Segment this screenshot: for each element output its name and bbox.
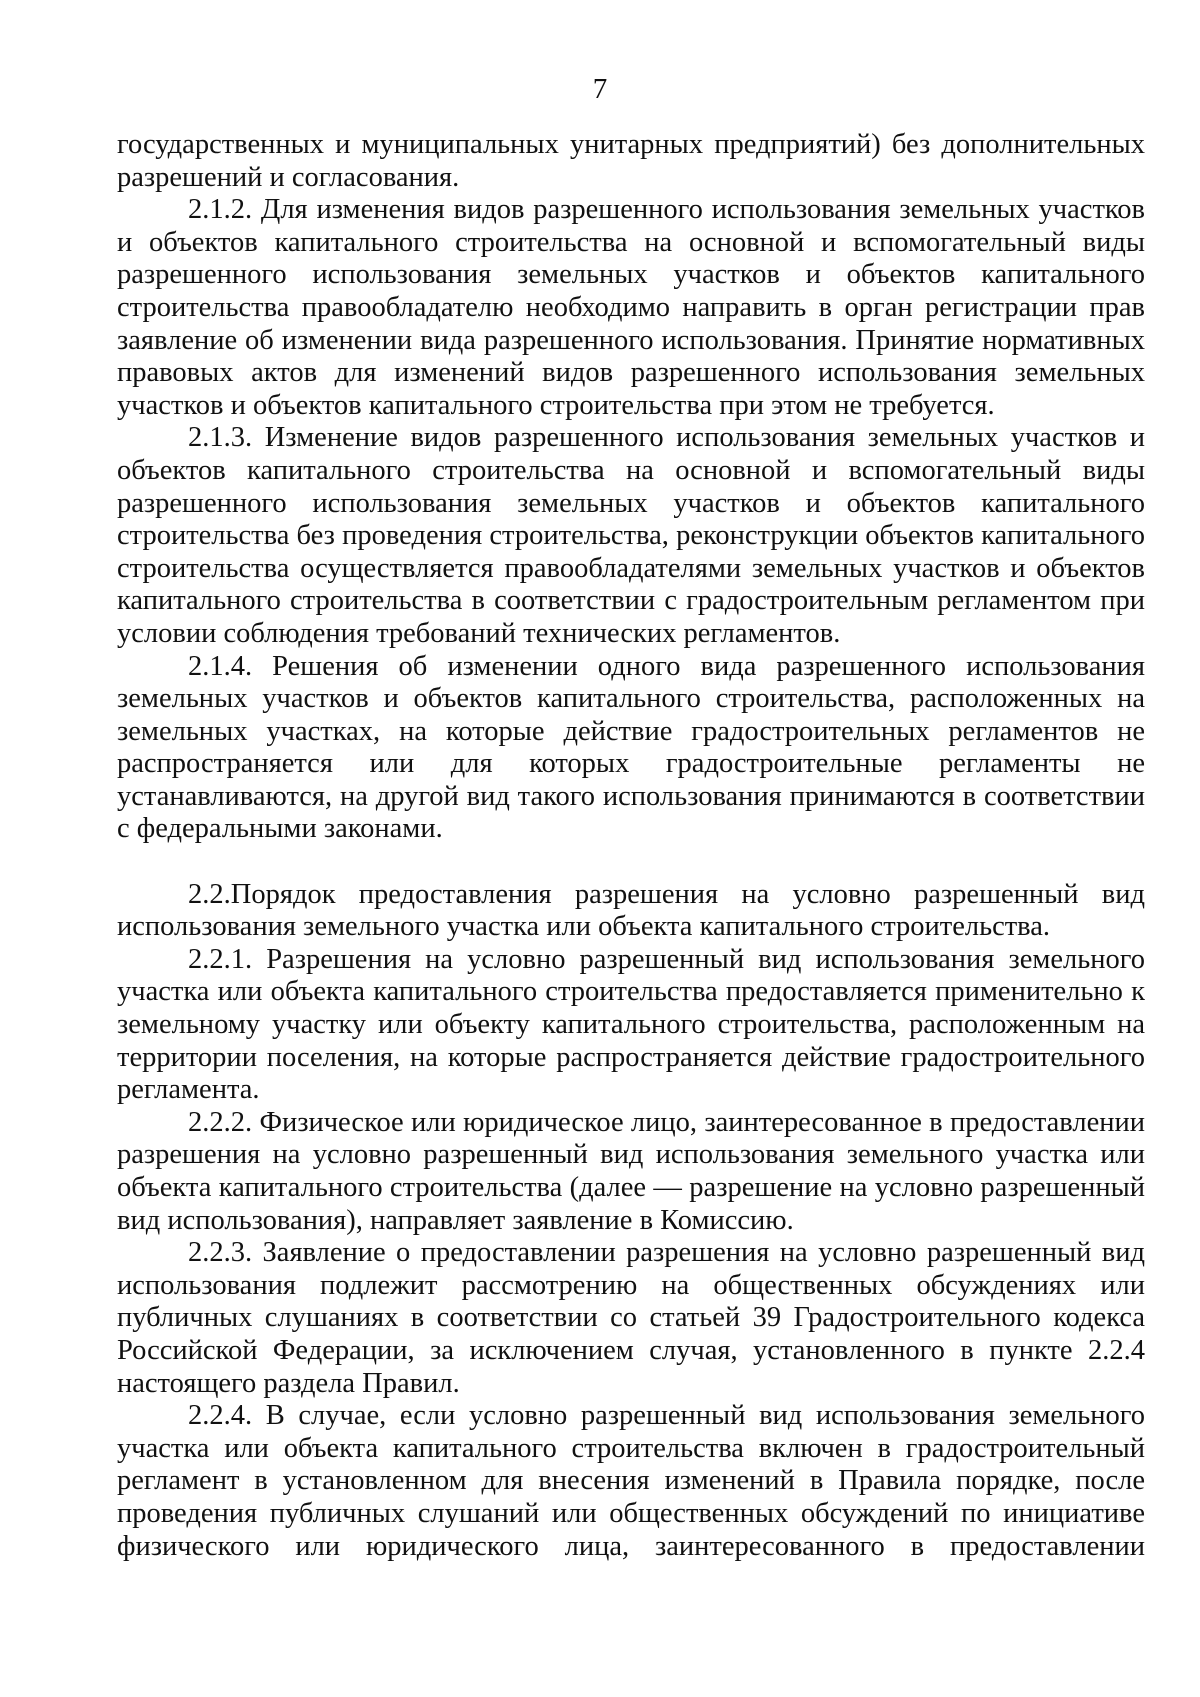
paragraph-2-1-3: 2.1.3. Изменение видов разрешенного использования земельных участков и объектов капитального строительства на основной и вспомогательный виды разрешенного использования земельных участков и объектов капитального строительства без проведения строительства, реконструкции объектов капитального строительства осуществляется правообладателями земельных участков и объектов капитального строительства в соответствии с градостроительным регламентом при условии соблюдения требований технических регламентов.: [117, 422, 1145, 649]
paragraph-2-1-4: 2.1.4. Решения об изменении одного вида разрешенного использования земельных участков и объектов капитального строительства, расположенных на земельных участках, на которые действие градостроительных регламентов не распространяется или для которых градостроительные регламенты не устанавливаются, на другой вид такого использования принимаются в соответствии с федеральными законами.: [117, 650, 1145, 845]
section-heading-2-2: 2.2.Порядок предоставления разрешения на условно разрешенный вид использования земельного участка или объекта капитального строительства.: [117, 878, 1145, 943]
paragraph-2-2-2: 2.2.2. Физическое или юридическое лицо, заинтересованное в предоставлении разрешения на условно разрешенный вид использования земельного участка или объекта капитального строительства (далее — разрешение на условно разрешенный вид использования), направляет заявление в Комиссию.: [117, 1106, 1145, 1236]
paragraph-2-2-1: 2.2.1. Разрешения на условно разрешенный вид использования земельного участка или объекта капитального строительства предоставляется применительно к земельному участку или объекту капитального строительства, расположенным на территории поселения, на которые распространяется действие градостроительного регламента.: [117, 943, 1145, 1106]
paragraph-continuation: государственных и муниципальных унитарных предприятий) без дополнительных разрешений и согласования.: [117, 129, 1145, 193]
paragraph-2-1-2: 2.1.2. Для изменения видов разрешенного использования земельных участков и объектов капитального строительства на основной и вспомогательный виды разрешенного использования земельных участков и объектов капитального строительства правообладателю необходимо направить в орган регистрации прав заявление об изменении вида разрешенного использования. Принятие нормативных правовых актов для изменений видов разрешенного использования земельных участков и объектов капитального строительства при этом не требуется.: [117, 194, 1145, 421]
paragraph-2-2-4: 2.2.4. В случае, если условно разрешенный вид использования земельного участка или объекта капитального строительства включен в градостроительный регламент в установленном для внесения изменений в Правила порядке, после проведения публичных слушаний или общественных обсуждений по инициативе физического или юридического лица, заинтересованного в предоставлении: [117, 1400, 1145, 1562]
document-body: [117, 129, 1145, 1563]
page-number: 7: [592, 73, 608, 105]
paragraph-2-2-3: 2.2.3. Заявление о предоставлении разрешения на условно разрешенный вид использования подлежит рассмотрению на общественных обсуждениях или публичных слушаниях в соответствии со статьей 39 Градостроительного кодекса Российской Федерации, за исключением случая, установленного в пункте 2.2.4 настоящего раздела Правил.: [117, 1237, 1145, 1399]
